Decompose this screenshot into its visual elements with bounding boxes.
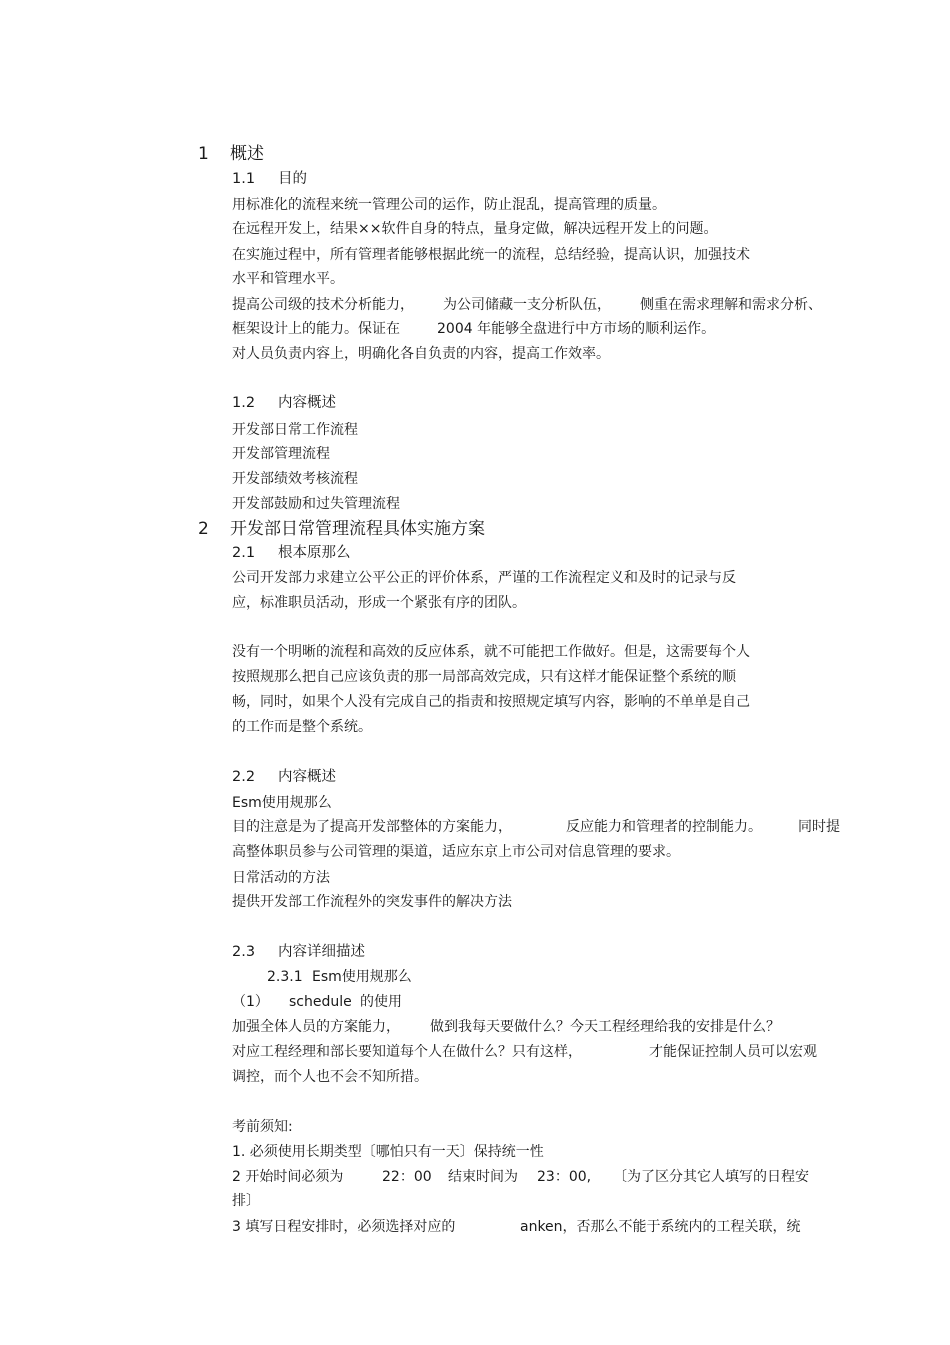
paragraph-line: 水平和管理水平。: [232, 271, 344, 287]
paragraph-line: 在远程开发上，结果××软件自身的特点，量身定做，解决远程开发上的问题。: [232, 221, 718, 237]
section-number: 2.2: [232, 769, 256, 785]
paragraph-line: 对人员负责内容上，明确化各自负责的内容，提高工作效率。: [232, 346, 610, 362]
paragraph-line: 用标准化的流程来统一管理公司的运作，防止混乱，提高管理的质量。: [232, 197, 666, 213]
paragraph-line: Esm使用规那么: [232, 795, 332, 811]
paragraph-line: 2004 年能够全盘进行中方市场的顺利运作。: [437, 321, 716, 337]
paragraph-line: 按照规那么把自己应该负责的那一局部高效完成，只有这样才能保证整个系统的顺: [232, 669, 736, 685]
numbered-item: 23：00,: [537, 1169, 592, 1185]
paragraph-line: 应，标准职员活动，形成一个紧张有序的团队。: [232, 595, 526, 611]
paragraph-line: 的工作而是整个系统。: [232, 719, 372, 735]
section-1-heading: [198, 146, 264, 163]
list-item: 开发部日常工作流程: [232, 422, 358, 438]
paragraph-line: 侧重在需求理解和需求分析、: [640, 297, 822, 313]
paragraph-line: 高整体职员参与公司管理的渠道，适应东京上市公司对信息管理的要求。: [232, 844, 680, 860]
paragraph-line: 提高公司级的技术分析能力，: [232, 297, 414, 313]
numbered-item: 排〕: [232, 1193, 260, 1209]
section-2-1-heading: [232, 546, 351, 561]
section-number: 2.3.1: [267, 969, 303, 985]
section-number: 1.1: [232, 171, 256, 187]
section-title: 内容概述: [278, 395, 336, 411]
paragraph-line: 对应工程经理和部长要知道每个人在做什么？只有这样，: [232, 1044, 582, 1060]
paragraph-line: 没有一个明晰的流程和高效的反应体系，就不可能把工作做好。但是，这需要每个人: [232, 644, 750, 660]
paragraph-line: 做到我每天要做什么？今天工程经理给我的安排是什么？: [430, 1019, 780, 1035]
section-1-1-heading: [232, 172, 307, 187]
subsection-label: （1）: [232, 994, 269, 1010]
paragraph-line: 为公司储藏一支分析队伍，: [443, 297, 611, 313]
numbered-item: 3 填写日程安排时，必须选择对应的: [232, 1219, 456, 1235]
section-number: 1: [198, 144, 209, 164]
paragraph-line: 畅，同时，如果个人没有完成自己的指责和按照规定填写内容，影响的不单单是自己: [232, 694, 750, 710]
section-title: 内容详细描述: [278, 944, 365, 960]
subsection-label: schedule: [289, 994, 352, 1010]
section-title: Esm使用规那么: [312, 969, 412, 985]
paragraph-line: 公司开发部力求建立公平公正的评价体系，严谨的工作流程定义和及时的记录与反: [232, 570, 736, 586]
section-number: 2: [198, 519, 209, 539]
section-2-3-1-heading: [267, 970, 412, 984]
section-2-heading: [198, 521, 485, 538]
paragraph-line: 同时提: [798, 819, 840, 835]
paragraph-line: 反应能力和管理者的控制能力。: [566, 819, 762, 835]
section-number: 1.2: [232, 395, 256, 411]
list-item: 开发部管理流程: [232, 446, 330, 462]
section-title: 目的: [278, 171, 307, 187]
paragraph-line: 目的注意是为了提高开发部整体的方案能力，: [232, 819, 512, 835]
section-2-2-heading: [232, 770, 336, 785]
numbered-item: 结束时间为: [448, 1169, 518, 1185]
section-title: 根本原那么: [278, 545, 351, 561]
section-number: 2.3: [232, 944, 256, 960]
paragraph-line: 在实施过程中，所有管理者能够根据此统一的流程，总结经验，提高认识，加强技术: [232, 247, 750, 263]
paragraph-line: 考前须知:: [232, 1119, 293, 1135]
numbered-item: 22：00: [382, 1169, 432, 1185]
paragraph-line: 才能保证控制人员可以宏观: [649, 1044, 817, 1060]
section-title: 开发部日常管理流程具体实施方案: [230, 519, 485, 539]
section-number: 2.1: [232, 545, 256, 561]
section-title: 概述: [230, 144, 264, 164]
numbered-item: 1. 必须使用长期类型〔哪怕只有一天〕保持统一性: [232, 1144, 544, 1160]
numbered-item: anken，否那么不能于系统内的工程关联，统: [520, 1219, 801, 1235]
subsection-label: 的使用: [360, 994, 402, 1010]
numbered-item: 2 开始时间必须为: [232, 1169, 344, 1185]
section-2-3-heading: [232, 945, 365, 960]
list-item: 开发部绩效考核流程: [232, 471, 358, 487]
paragraph-line: 日常活动的方法: [232, 870, 330, 886]
paragraph-line: 提供开发部工作流程外的突发事件的解决方法: [232, 894, 512, 910]
section-1-2-heading: [232, 396, 336, 411]
paragraph-line: 加强全体人员的方案能力，: [232, 1019, 400, 1035]
paragraph-line: 框架设计上的能力。保证在: [232, 321, 400, 337]
paragraph-line: 调控，而个人也不会不知所措。: [232, 1069, 428, 1085]
section-title: 内容概述: [278, 769, 336, 785]
numbered-item: 〔为了区分其它人填写的日程安: [613, 1169, 809, 1185]
list-item: 开发部鼓励和过失管理流程: [232, 496, 400, 512]
